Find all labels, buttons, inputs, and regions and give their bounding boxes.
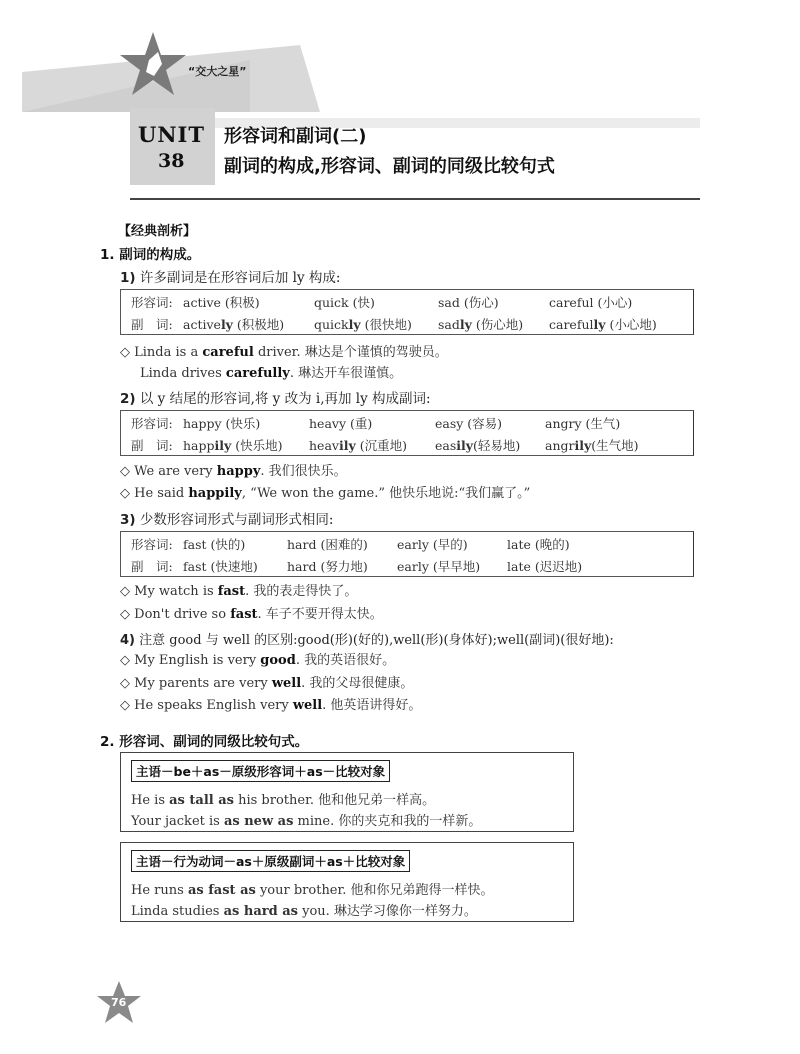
example-sentence: Your jacket is as new as mine. 你的夹克和我的一样新。 bbox=[131, 814, 482, 829]
example-sentence: ◇ My parents are very well. 我的父母很健康。 bbox=[120, 676, 414, 691]
sub2-table bbox=[120, 410, 694, 456]
part1-heading: 1. 副词的构成。 bbox=[100, 247, 201, 263]
adj-cell: easy (容易) bbox=[435, 416, 503, 431]
star-logo-icon bbox=[118, 30, 188, 100]
sub2-label: 2) bbox=[120, 391, 136, 407]
section-tag: 【经典剖析】 bbox=[118, 224, 197, 239]
adv-cell: late (迟迟地) bbox=[507, 559, 583, 574]
adj-prefix: 形容词: bbox=[131, 537, 173, 552]
bullet-diamond-icon: ◇ bbox=[120, 486, 130, 501]
example-sentence: ◇ We are very happy. 我们很快乐。 bbox=[120, 464, 347, 479]
adj-cell: hard (困难的) bbox=[287, 537, 368, 552]
sub4-label: 4) bbox=[120, 633, 135, 648]
adv-cell: heavily (沉重地) bbox=[309, 438, 407, 453]
bullet-diamond-icon: ◇ bbox=[120, 653, 130, 668]
adj-cell: angry (生气) bbox=[545, 416, 621, 431]
pattern-formula: 主语－be＋as－原级形容词＋as－比较对象 bbox=[131, 760, 390, 782]
pattern-box-1 bbox=[120, 752, 574, 832]
example-sentence: ◇ My English is very good. 我的英语很好。 bbox=[120, 653, 396, 668]
sub1-instruction bbox=[120, 266, 340, 286]
adj-prefix: 形容词: bbox=[131, 416, 173, 431]
adv-cell: happily (快乐地) bbox=[183, 438, 283, 453]
pattern-box-2 bbox=[120, 842, 574, 922]
adv-cell: angrily(生气地) bbox=[545, 438, 639, 453]
sub3-text: 少数形容词形式与副词形式相同: bbox=[139, 512, 334, 528]
adj-cell: early (早的) bbox=[397, 537, 468, 552]
sub2-instruction bbox=[120, 387, 431, 407]
sub1-label: 1) bbox=[120, 270, 136, 286]
adj-cell: careful (小心) bbox=[549, 295, 633, 310]
example-sentence: ◇ He speaks English very well. 他英语讲得好。 bbox=[120, 698, 422, 713]
example-sentence: ◇ Don't drive so fast. 车子不要开得太快。 bbox=[120, 607, 383, 622]
adv-cell: easily(轻易地) bbox=[435, 438, 521, 453]
example-sentence: He is as tall as his brother. 他和他兄弟一样高。 bbox=[131, 793, 436, 808]
part2-heading: 2. 形容词、副词的同级比较句式。 bbox=[100, 734, 309, 750]
adv-cell: hard (努力地) bbox=[287, 559, 368, 574]
bullet-diamond-icon: ◇ bbox=[120, 676, 130, 691]
bullet-diamond-icon: ◇ bbox=[120, 464, 130, 479]
adv-cell: quickly (很快地) bbox=[314, 317, 412, 332]
bullet-diamond-icon: ◇ bbox=[120, 584, 130, 599]
sub1-text: 许多副词是在形容词后加 ly 构成: bbox=[139, 270, 341, 286]
bullet-diamond-icon: ◇ bbox=[120, 698, 130, 713]
example-sentence: ◇ He said happily, “We won the game.” 他快乐地说:“我们赢了。” bbox=[120, 486, 531, 501]
adv-cell: fast (快速地) bbox=[183, 559, 258, 574]
adv-cell: sadly (伤心地) bbox=[438, 317, 524, 332]
sub1-table bbox=[120, 289, 694, 335]
sub3-instruction bbox=[120, 508, 333, 528]
adv-prefix: 副 词: bbox=[131, 559, 173, 574]
adv-prefix: 副 词: bbox=[131, 317, 173, 332]
adv-cell: carefully (小心地) bbox=[549, 317, 657, 332]
page-title-line2: 副词的构成,形容词、副词的同级比较句式 bbox=[224, 156, 555, 177]
adj-cell: quick (快) bbox=[314, 295, 375, 310]
adj-prefix: 形容词: bbox=[131, 295, 173, 310]
adj-cell: fast (快的) bbox=[183, 537, 246, 552]
example-sentence: ◇ Linda is a careful driver. 琳达是个谨慎的驾驶员。 bbox=[120, 345, 448, 360]
sub3-label: 3) bbox=[120, 512, 136, 528]
unit-number: 38 bbox=[158, 150, 185, 172]
brand-name: “交大之星” bbox=[188, 65, 247, 78]
adj-cell: late (晚的) bbox=[507, 537, 570, 552]
adj-cell: active (积极) bbox=[183, 295, 260, 310]
adj-cell: heavy (重) bbox=[309, 416, 373, 431]
example-sentence: He runs as fast as your brother. 他和你兄弟跑得一样快。 bbox=[131, 883, 494, 898]
example-sentence: Linda drives carefully. 琳达开车很谨慎。 bbox=[140, 366, 403, 381]
adj-cell: happy (快乐) bbox=[183, 416, 261, 431]
adv-cell: early (早早地) bbox=[397, 559, 481, 574]
pattern-formula: 主语－行为动词－as＋原级副词＋as＋比较对象 bbox=[131, 850, 410, 872]
sub2-text: 以 y 结尾的形容词,将 y 改为 i,再加 ly 构成副词: bbox=[139, 391, 431, 407]
page-number: 76 bbox=[111, 996, 127, 1009]
example-sentence: Linda studies as hard as you. 琳达学习像你一样努力。 bbox=[131, 904, 477, 919]
sub3-table bbox=[120, 531, 694, 577]
page-title-line1: 形容词和副词(二) bbox=[224, 126, 367, 147]
adv-prefix: 副 词: bbox=[131, 438, 173, 453]
sub4-text: 注意 good 与 well 的区别:good(形)(好的),well(形)(身体好);well(副词)(很好地): bbox=[139, 633, 614, 648]
bullet-diamond-icon: ◇ bbox=[120, 345, 130, 360]
example-sentence: ◇ My watch is fast. 我的表走得快了。 bbox=[120, 584, 358, 599]
sub4-instruction bbox=[120, 629, 614, 648]
bullet-diamond-icon: ◇ bbox=[120, 607, 130, 622]
adj-cell: sad (伤心) bbox=[438, 295, 499, 310]
adv-cell: actively (积极地) bbox=[183, 317, 285, 332]
unit-label: UNIT bbox=[138, 122, 205, 147]
